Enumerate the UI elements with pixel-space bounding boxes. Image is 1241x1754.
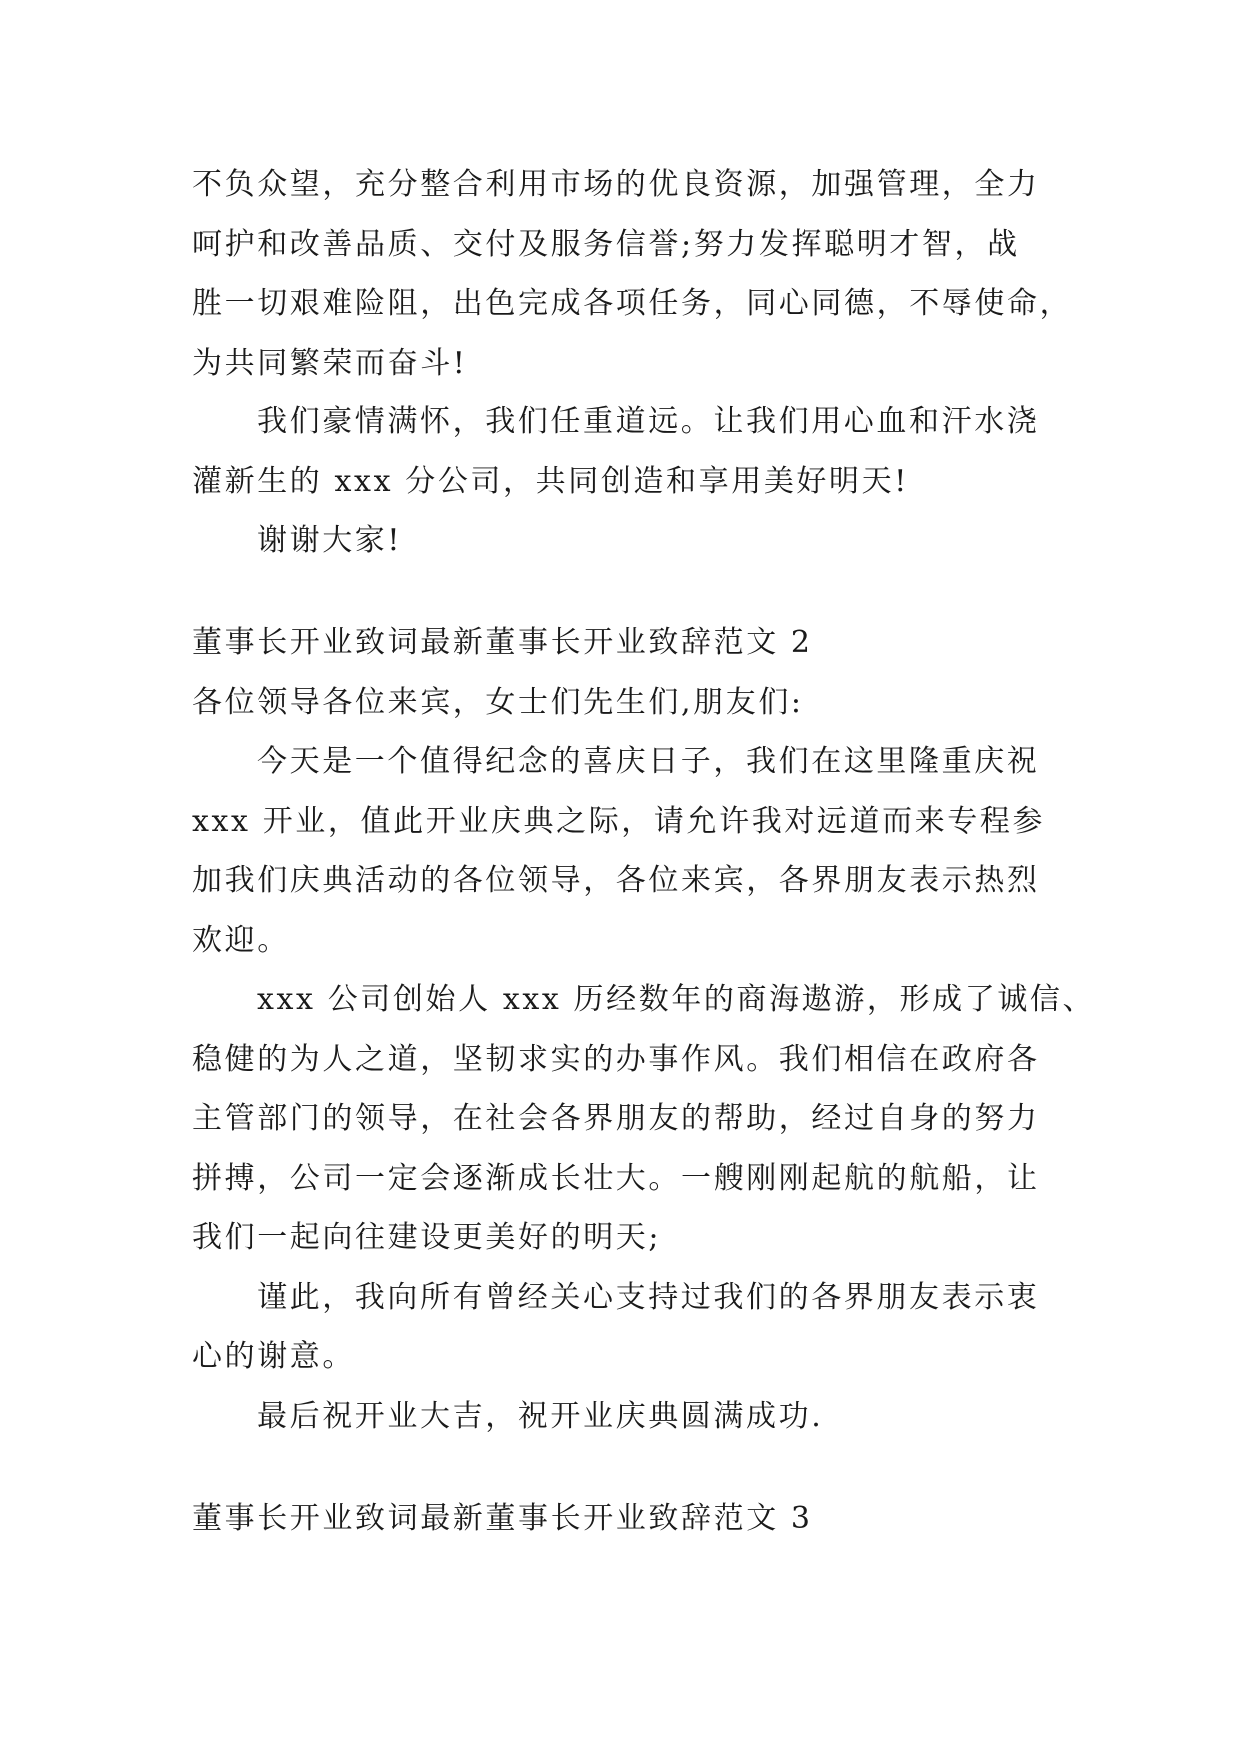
section-title: 董事长开业致词最新董事长开业致辞范文 2 <box>192 625 813 660</box>
closing-thanks: 谢谢大家! <box>257 523 403 558</box>
greeting: 各位领导各位来宾，女士们先生们,朋友们: <box>192 685 804 720</box>
paragraph-line: 稳健的为人之道，坚韧求实的办事作风。我们相信在政府各 <box>192 1042 1040 1077</box>
paragraph-line: xxx 开业，值此开业庆典之际，请允许我对远道而来专程参 <box>192 804 1046 839</box>
paragraph-line: 心的谢意。 <box>192 1339 355 1374</box>
paragraph-line: 不负众望，充分整合利用市场的优良资源，加强管理，全力 <box>192 167 1040 202</box>
paragraph-line: 我们豪情满怀，我们任重道远。让我们用心血和汗水浇 <box>257 404 1040 439</box>
paragraph-line: 主管部门的领导，在社会各界朋友的帮助，经过自身的努力 <box>192 1101 1040 1136</box>
paragraph-line: 最后祝开业大吉，祝开业庆典圆满成功. <box>257 1399 824 1434</box>
paragraph-line: 呵护和改善品质、交付及服务信誉;努力发挥聪明才智，战 <box>192 227 1020 262</box>
paragraph-line: 谨此，我向所有曾经关心支持过我们的各界朋友表示衷 <box>257 1280 1040 1315</box>
paragraph-line: 灌新生的 xxx 分公司，共同创造和享用美好明天! <box>192 464 909 499</box>
section-title: 董事长开业致词最新董事长开业致辞范文 3 <box>192 1501 813 1536</box>
paragraph-line: 为共同繁荣而奋斗! <box>192 346 468 381</box>
paragraph-line: 拼搏，公司一定会逐渐成长壮大。一艘刚刚起航的航船，让 <box>192 1161 1040 1196</box>
paragraph-line: 胜一切艰难险阻，出色完成各项任务，同心同德，不辱使命， <box>192 286 1073 321</box>
paragraph-line: 我们一起向往建设更美好的明天; <box>192 1220 662 1255</box>
paragraph-line: 今天是一个值得纪念的喜庆日子，我们在这里隆重庆祝 <box>257 744 1040 779</box>
paragraph-line: xxx 公司创始人 xxx 历经数年的商海遨游，形成了诚信、 <box>257 982 1096 1017</box>
paragraph-line: 欢迎。 <box>192 923 290 958</box>
paragraph-line: 加我们庆典活动的各位领导，各位来宾，各界朋友表示热烈 <box>192 863 1040 898</box>
